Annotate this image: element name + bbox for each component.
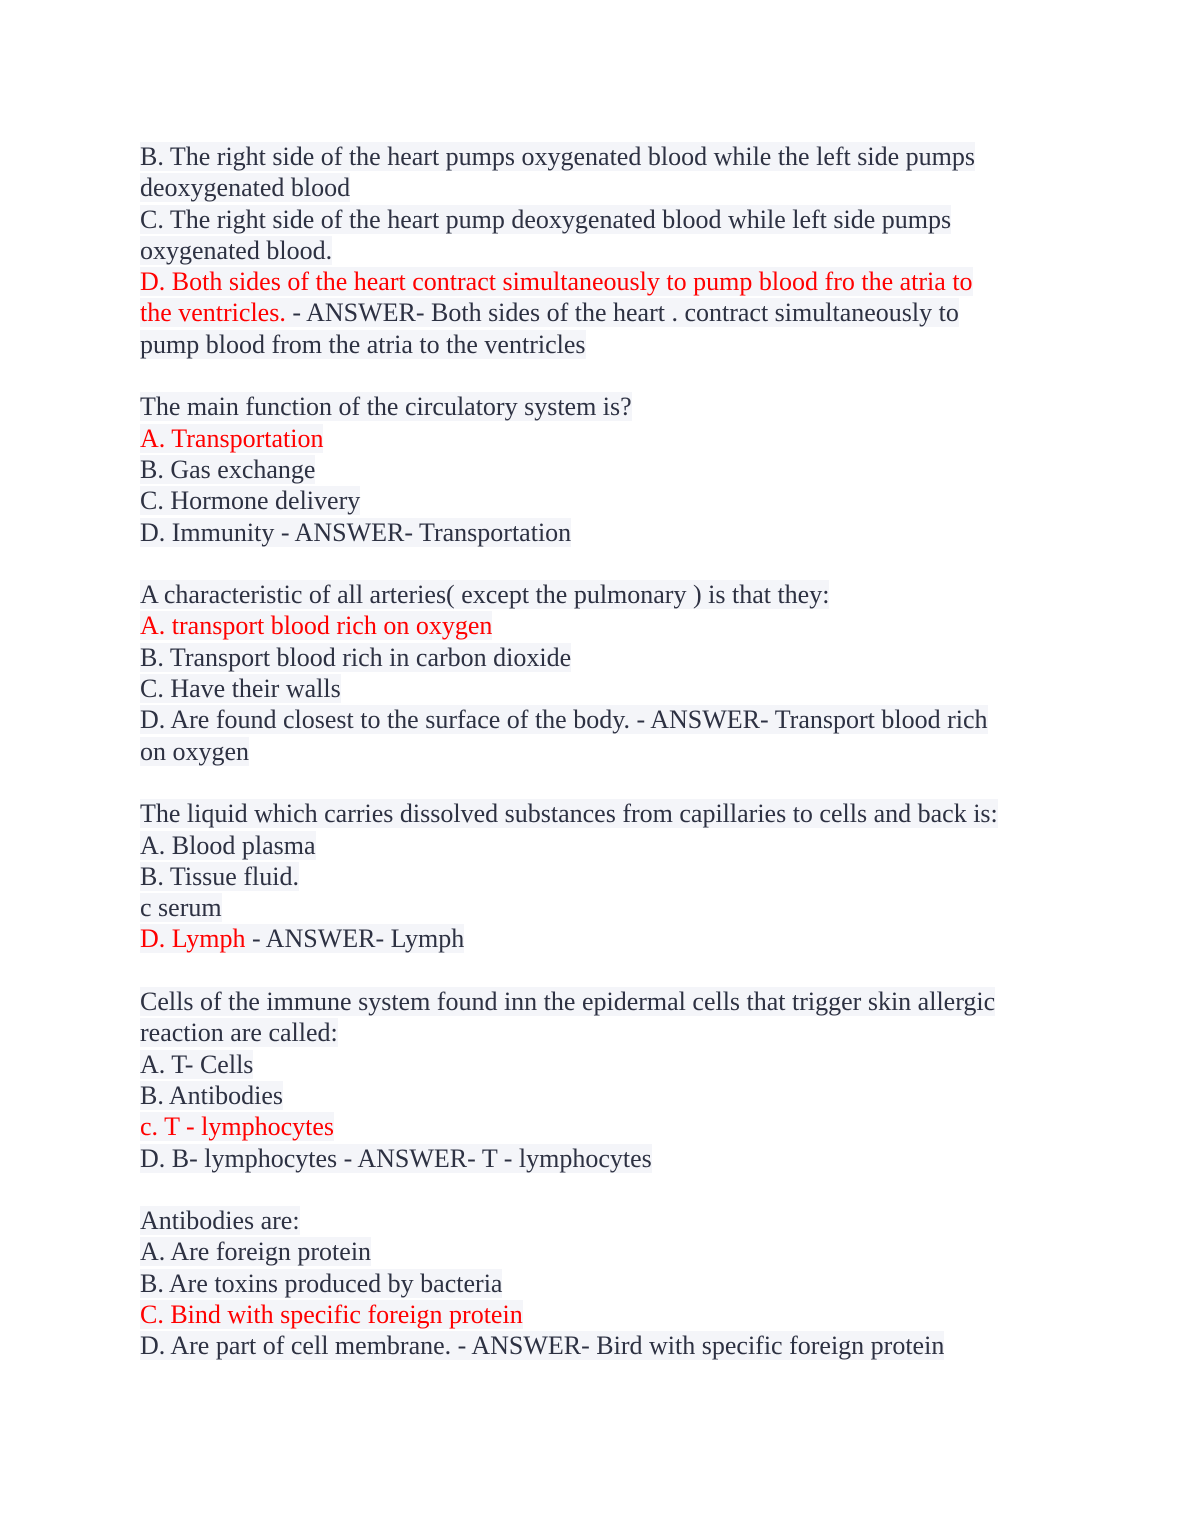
answer-text-cont: on oxygen — [140, 736, 250, 766]
option-c-correct: C. Bind with specific foreign protein — [140, 1299, 523, 1329]
option-a-correct: A. Transportation — [140, 423, 324, 453]
option-b: B. Antibodies — [140, 1080, 284, 1110]
answer-text: - ANSWER- Both sides of the heart . contract simultaneously to — [285, 298, 959, 328]
question-block-3 — [140, 798, 1050, 954]
option-c: C. Hormone delivery — [140, 486, 361, 516]
option-b: B. Tissue fluid. — [140, 861, 299, 891]
question-block-1 — [140, 391, 1050, 547]
question-text: A characteristic of all arteries( except the pulmonary ) is that they: — [140, 580, 830, 610]
spacer — [140, 955, 1050, 986]
option-d-answer: D. Are found closest to the surface of the body. - ANSWER- Transport blood rich — [140, 705, 988, 735]
document-page — [140, 141, 1050, 1362]
option-d-answer: D. Are part of cell membrane. - ANSWER- Bird with specific foreign protein — [140, 1331, 945, 1361]
question-text: The main function of the circulatory system is? — [140, 392, 632, 422]
spacer — [140, 360, 1050, 391]
option-b: B. Gas exchange — [140, 454, 316, 484]
option-c-cont: oxygenated blood. — [140, 235, 333, 265]
option-d-correct: D. Lymph — [140, 924, 246, 954]
question-block-4 — [140, 986, 1050, 1174]
option-d-answer: D. Immunity - ANSWER- Transportation — [140, 517, 572, 547]
option-b: B. Transport blood rich in carbon dioxide — [140, 642, 572, 672]
option-a-correct: A. transport blood rich on oxygen — [140, 611, 493, 641]
option-c: c serum — [140, 893, 222, 923]
option-a: A. Blood plasma — [140, 830, 316, 860]
question-block-0 — [140, 141, 1050, 360]
answer-text-cont: pump blood from the atria to the ventricles — [140, 329, 586, 359]
answer-text: - ANSWER- Lymph — [245, 924, 465, 954]
option-c-correct: c. T - lymphocytes — [140, 1112, 335, 1142]
option-d-correct: D. Both sides of the heart contract simultaneously to pump blood fro the atria to — [140, 267, 973, 297]
spacer — [140, 548, 1050, 579]
spacer — [140, 767, 1050, 798]
option-a: A. Are foreign protein — [140, 1237, 372, 1267]
option-d-correct-cont: the ventricles. — [140, 298, 286, 328]
option-c: C. The right side of the heart pump deoxygenated blood while left side pumps — [140, 204, 952, 234]
option-b: B. The right side of the heart pumps oxygenated blood while the left side pumps — [140, 142, 975, 171]
option-a: A. T- Cells — [140, 1049, 254, 1079]
spacer — [140, 1174, 1050, 1205]
question-text: Antibodies are: — [140, 1206, 300, 1236]
option-d-answer: D. B- lymphocytes - ANSWER- T - lymphocytes — [140, 1143, 652, 1173]
question-text: The liquid which carries dissolved substances from capillaries to cells and back is: — [140, 799, 998, 829]
option-b: B. Are toxins produced by bacteria — [140, 1268, 503, 1298]
question-block-2 — [140, 579, 1050, 767]
question-block-5 — [140, 1205, 1050, 1361]
option-b-cont: deoxygenated blood — [140, 173, 351, 203]
option-c: C. Have their walls — [140, 674, 341, 704]
question-text-cont: reaction are called: — [140, 1018, 338, 1048]
question-text: Cells of the immune system found inn the epidermal cells that trigger skin allergic — [140, 987, 996, 1017]
